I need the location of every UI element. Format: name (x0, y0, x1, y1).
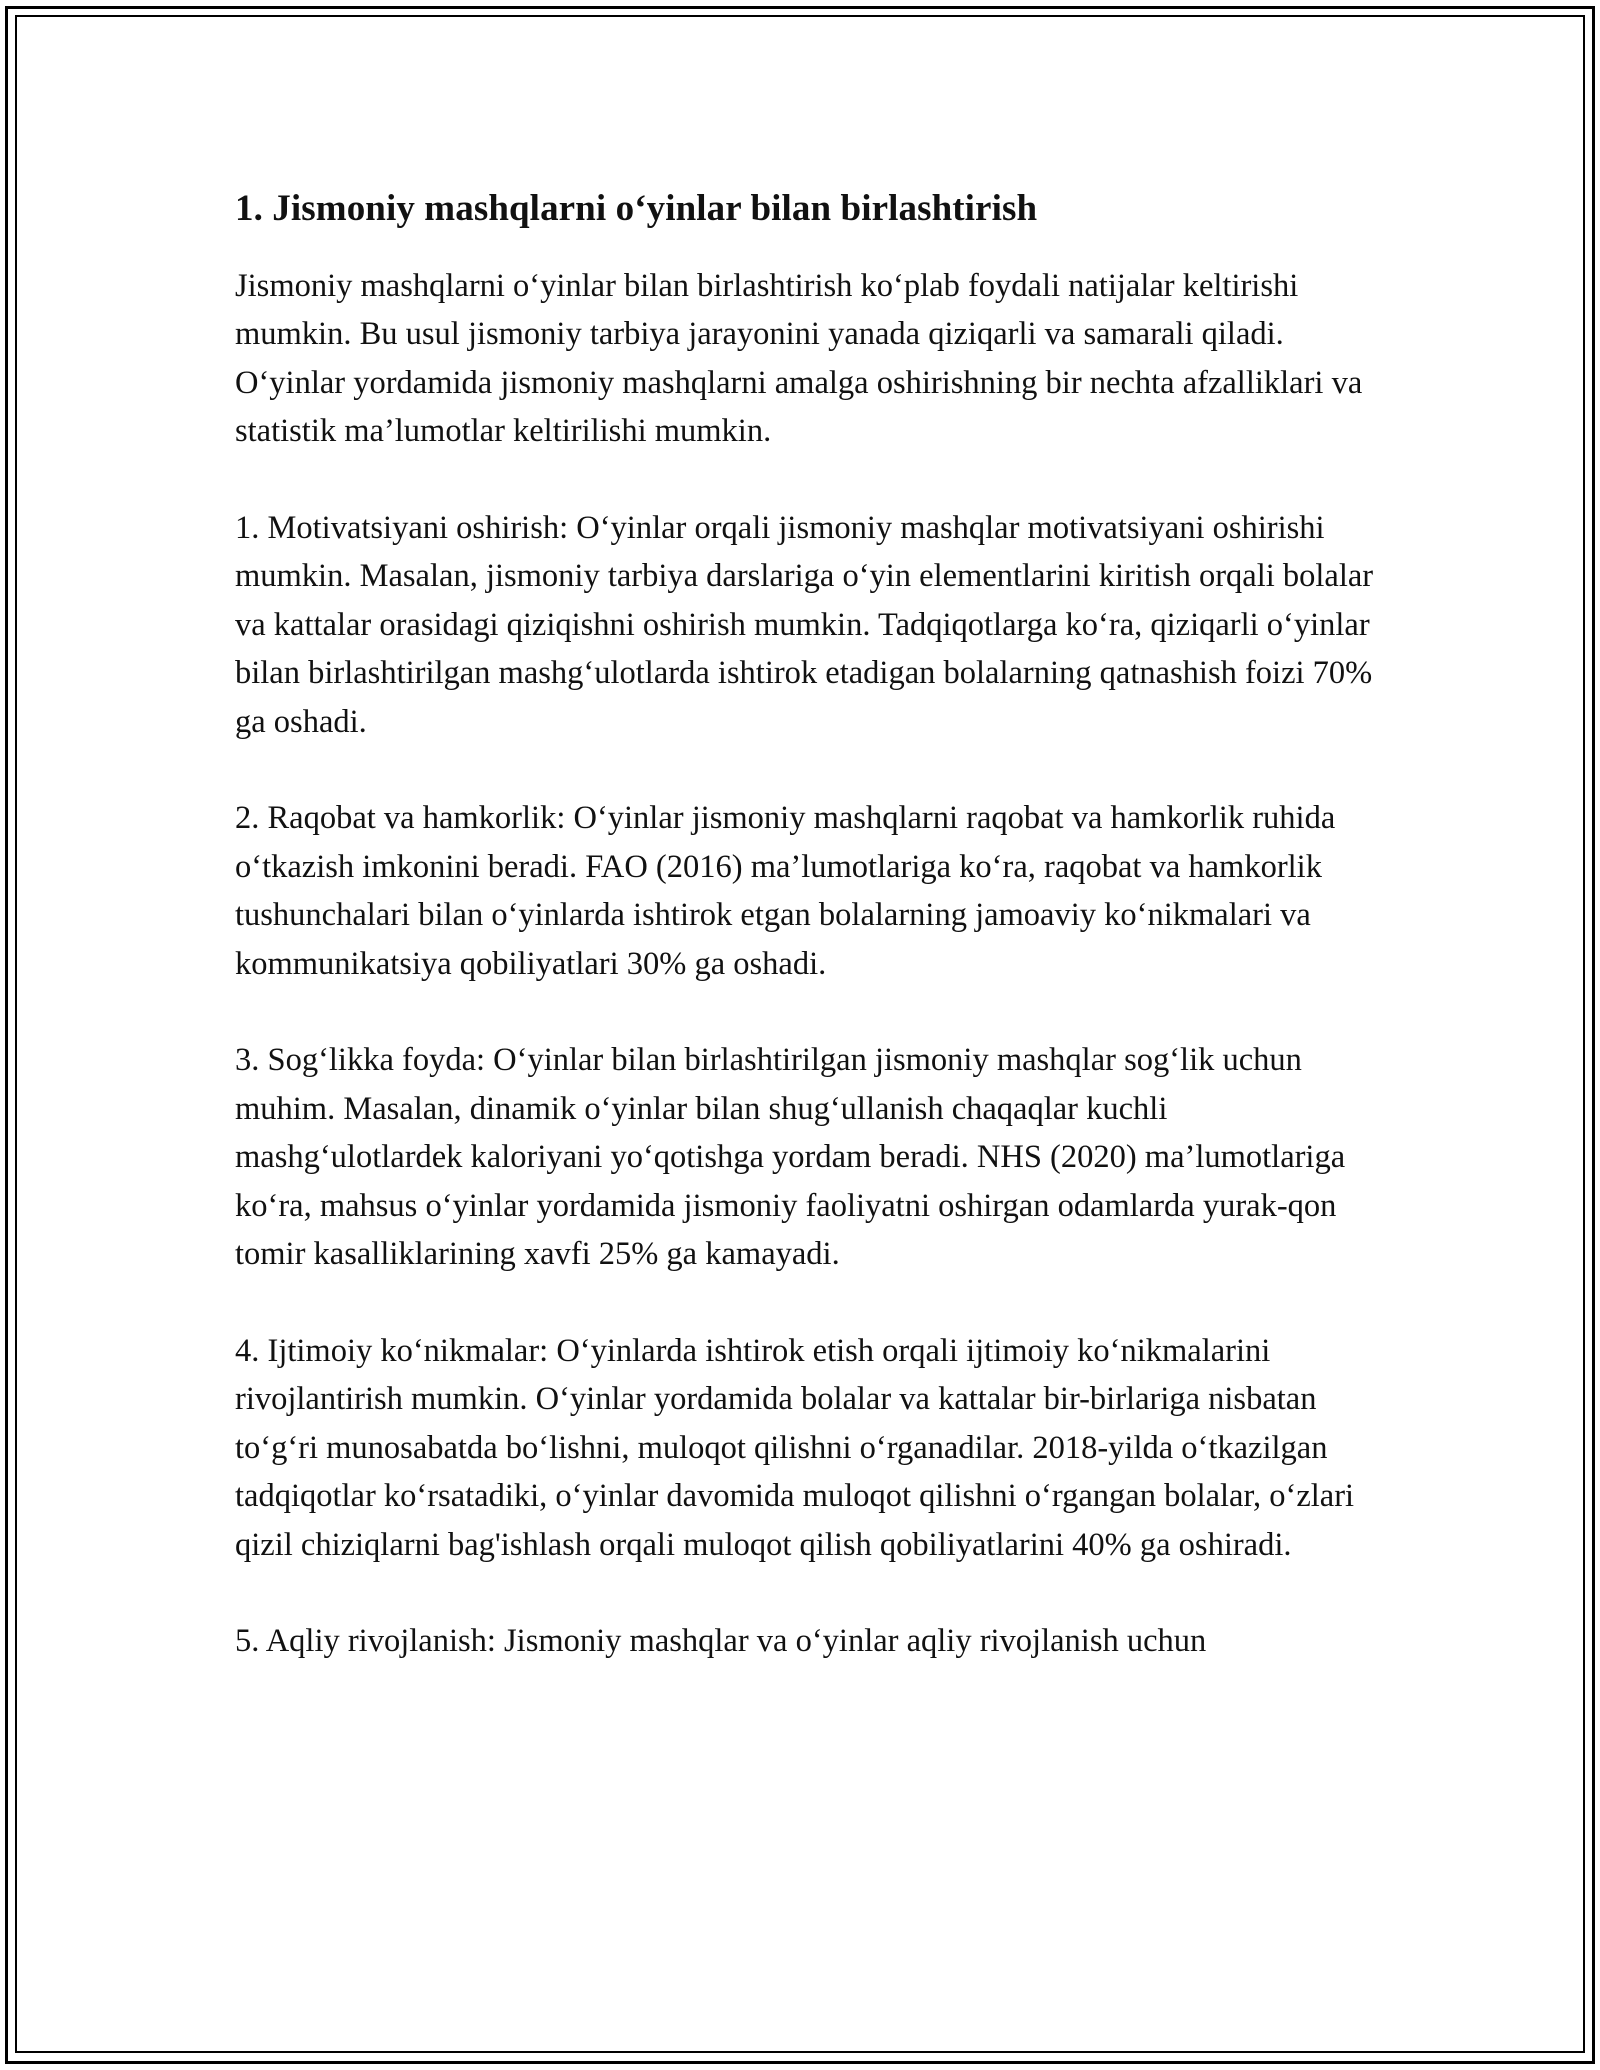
paragraph-social-skills: 4. Ijtimoiy ko‘nikmalar: O‘yinlarda ishtirok etish orqali ijtimoiy ko‘nikmalarini rivojlantirish mumkin. O‘yinlar yordamida bolalar va kattalar bir-birlariga nisbatan to‘g‘ri munosabatda bo‘lishni, muloqot qilishni o‘rganadilar. 2018-yilda o‘tkazilgan tadqiqotlar ko‘rsatadiki, o‘yinlar davomida muloqot qilishni o‘rgangan bolalar, o‘zlari qizil chiziqlarni bag'ishlash orqali muloqot qilish qobiliyatlarini 40% ga oshiradi. (235, 1332, 1355, 1563)
document-body (235, 185, 1375, 1666)
paragraph-competition: 2. Raqobat va hamkorlik: O‘yinlar jismoniy mashqlarni raqobat va hamkorlik ruhida o‘tkazish imkonini beradi. FAO (2016) ma’lumotlariga ko‘ra, raqobat va hamkorlik tushunchalari bilan o‘yinlarda ishtirok etgan bolalarning jamoaviy ko‘nikmalari va kommunikatsiya qobiliyatlari 30% ga oshadi. (235, 800, 1336, 982)
section-heading: 1. Jismoniy mashqlarni o‘yinlar bilan birlashtirish (235, 188, 1038, 229)
paragraph-health: 3. Sog‘likka foyda: O‘yinlar bilan birlashtirilgan jismoniy mashqlar sog‘lik uchun muhim. Masalan, dinamik o‘yinlar bilan shug‘ullanish chaqaqlar kuchli mashg‘ulotlardek kaloriyani yo‘qotishga yordam beradi. NHS (2020) ma’lumotlariga ko‘ra, mahsus o‘yinlar yordamida jismoniy faoliyatni oshirgan odamlarda yurak-qon tomir kasalliklarining xavfi 25% ga kamayadi. (235, 1042, 1346, 1273)
paragraph-mental-development: 5. Aqliy rivojlanish: Jismoniy mashqlar va o‘yinlar aqliy rivojlanish uchun (235, 1623, 1207, 1660)
paragraph-motivation: 1. Motivatsiyani oshirish: O‘yinlar orqali jismoniy mashqlar motivatsiyani oshirishi mumkin. Masalan, jismoniy tarbiya darslariga o‘yin elementlarini kiritish orqali bolalar va kattalar orasidagi qiziqishni oshirish mumkin. Tadqiqotlarga ko‘ra, qiziqarli o‘yinlar bilan birlashtirilgan mashg‘ulotlarda ishtirok etadigan bolalarning qatnashish foizi 70% ga oshadi. (235, 510, 1374, 740)
intro-paragraph: Jismoniy mashqlarni o‘yinlar bilan birlashtirish ko‘plab foydali natijalar keltirishi mumkin. Bu usul jismoniy tarbiya jarayonini yanada qiziqarli va samarali qiladi. O‘yinlar yordamida jismoniy mashqlarni amalga oshirishning bir nechta afzalliklari va statistik ma’lumotlar keltirilishi mumkin. (235, 268, 1363, 450)
